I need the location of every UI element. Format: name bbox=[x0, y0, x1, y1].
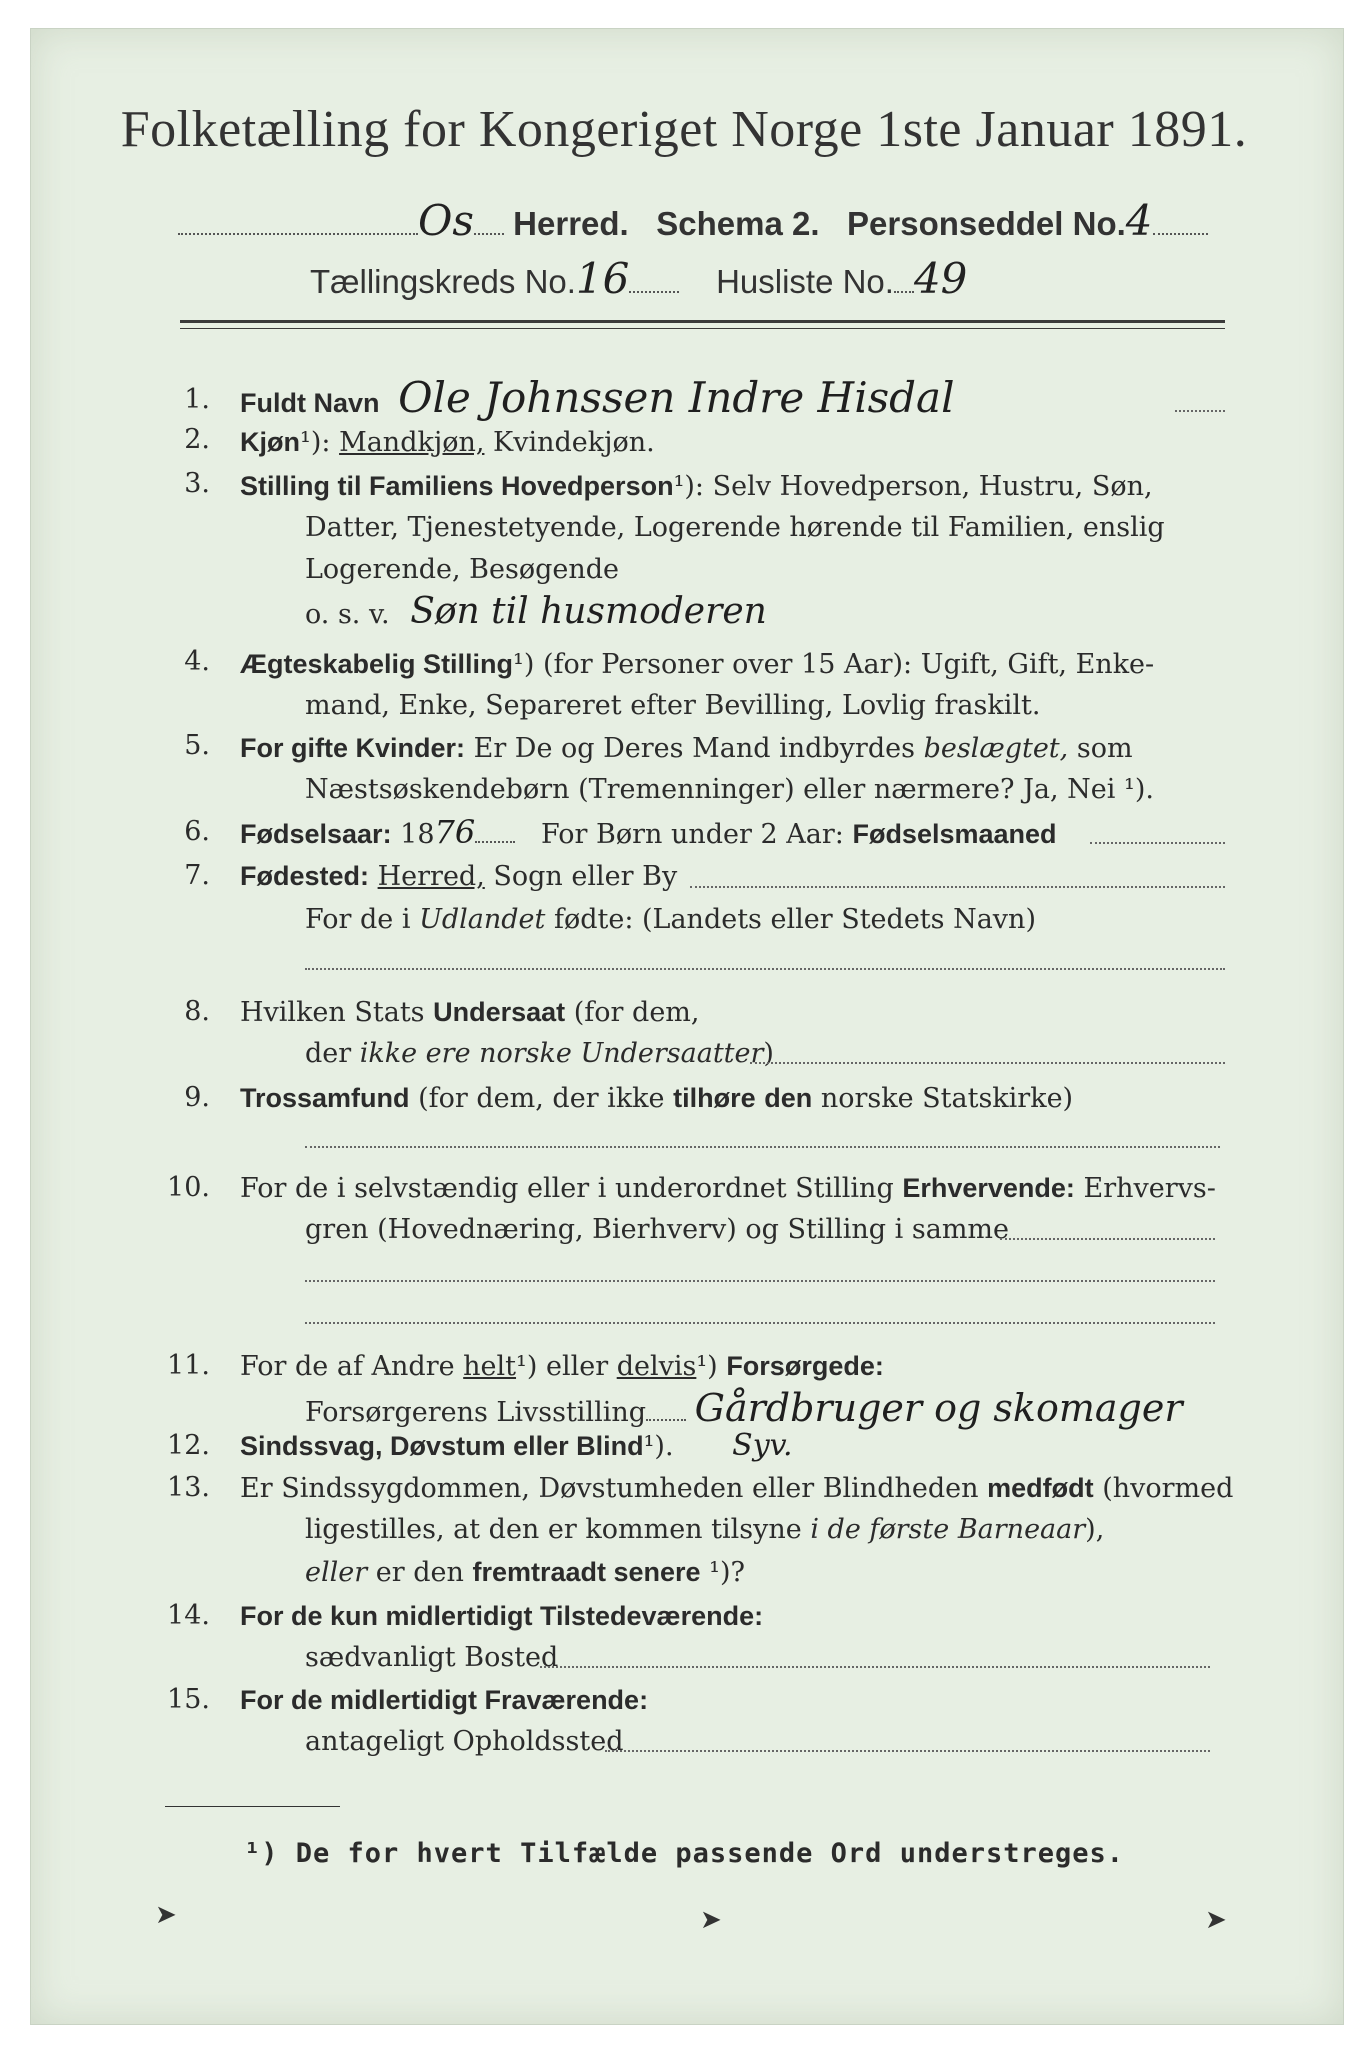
q8-b: Undersaat bbox=[433, 997, 566, 1027]
q13-c: (hvormed bbox=[1102, 1473, 1234, 1504]
item-number: 5. bbox=[184, 730, 210, 761]
item-3-position bbox=[240, 466, 1153, 507]
q10-dotline-2 bbox=[305, 1280, 1215, 1282]
q4-label: Ægteskabelig Stilling bbox=[240, 649, 514, 679]
q7-line2b: Udlandet bbox=[419, 904, 546, 935]
q8-line2c: ) bbox=[763, 1038, 774, 1069]
q6-month-label: Fødselsmaaned bbox=[852, 819, 1057, 849]
q6-label: Fødselsaar: bbox=[240, 819, 392, 849]
item-number: 10. bbox=[167, 1172, 210, 1203]
q3-osv: o. s. v. bbox=[305, 599, 390, 630]
item-4-marital bbox=[240, 644, 1154, 685]
q11-a: For de af Andre bbox=[240, 1351, 455, 1382]
q3-label: Stilling til Familiens Hovedperson bbox=[240, 471, 674, 501]
q8-line2b: ikke ere norske Undersaatter bbox=[359, 1038, 764, 1069]
husliste-value: 49 bbox=[913, 254, 968, 303]
herred-line bbox=[178, 196, 1208, 245]
item-number: 13. bbox=[167, 1472, 210, 1503]
kreds-label: Tællingskreds No. bbox=[310, 263, 576, 300]
q13-line3a: eller bbox=[305, 1557, 368, 1588]
q8-c: (for dem, bbox=[573, 997, 700, 1028]
q6-dotline bbox=[1090, 842, 1225, 844]
item-1-full-name bbox=[240, 373, 955, 424]
q11-b: ¹) eller bbox=[516, 1351, 609, 1382]
q12-value: Syv. bbox=[732, 1428, 793, 1463]
q13-line3 bbox=[305, 1552, 745, 1593]
q8-dotline bbox=[750, 1062, 1225, 1064]
q15-dotline bbox=[605, 1750, 1210, 1752]
footnote-rule bbox=[165, 1806, 340, 1807]
q11-c: ¹) bbox=[696, 1351, 718, 1382]
item-5-married-women bbox=[240, 728, 1133, 769]
q2-sup: ¹): bbox=[300, 427, 331, 458]
q14-label: For de kun midlertidigt Tilstedeværende: bbox=[240, 1601, 764, 1631]
item-number: 4. bbox=[184, 646, 210, 677]
item-12-disability bbox=[240, 1426, 793, 1467]
q13-line2c: ), bbox=[1085, 1514, 1105, 1545]
q10-a: For de i selvstændig eller i underordnet Stilling bbox=[240, 1173, 894, 1204]
q9-b: tilhøre bbox=[673, 1083, 756, 1113]
q3-line2: Datter, Tjenestetyende, Logerende hørende til Familien, enslig bbox=[305, 512, 1165, 543]
item-14-temporary-present bbox=[240, 1596, 763, 1637]
q3-line1: Selv Hovedperson, Hustru, Søn, bbox=[712, 471, 1153, 502]
q13-line3b: er den bbox=[375, 1557, 464, 1588]
q13-a: Er Sindssygdommen, Døvstumheden eller Blindheden bbox=[240, 1473, 979, 1504]
q5-line2: Næstsøskendebørn (Tremenninger) eller nærmere? Ja, Nei ¹). bbox=[305, 774, 1154, 805]
kreds-line bbox=[310, 254, 967, 303]
header-rule-thin bbox=[180, 328, 1225, 329]
q12-sup: ¹). bbox=[643, 1431, 674, 1462]
item-6-birth-year bbox=[240, 812, 1057, 855]
q3-answer-line bbox=[305, 592, 767, 635]
item-8-citizenship bbox=[240, 992, 699, 1033]
q9-d: norske Statskirke) bbox=[820, 1083, 1074, 1114]
personseddel-label: Personseddel No. bbox=[847, 205, 1126, 242]
kreds-value: 16 bbox=[575, 254, 630, 303]
schema-label: Schema 2. bbox=[656, 205, 820, 242]
item-7-birthplace bbox=[240, 856, 677, 897]
q7-rest: Sogn eller By bbox=[493, 861, 678, 892]
q7-line2c: fødte: (Landets eller Stedets Navn) bbox=[553, 904, 1036, 935]
q6-prefix: 18 bbox=[400, 819, 435, 850]
q6-value: 76 bbox=[434, 813, 476, 851]
q1-label: Fuldt Navn bbox=[240, 388, 380, 418]
q2-option-female: Kvindekjøn. bbox=[493, 427, 655, 458]
q11-delvis: delvis bbox=[616, 1351, 697, 1382]
q10-b: Erhvervende: bbox=[902, 1173, 1075, 1203]
q7-option-herred: Herred, bbox=[377, 861, 485, 892]
q10-c: Erhvervs- bbox=[1083, 1173, 1216, 1204]
q3-line3: Logerende, Besøgende bbox=[305, 554, 619, 585]
center-mark-icon: ➤ bbox=[700, 1905, 722, 1935]
item-number: 7. bbox=[184, 860, 210, 891]
corner-mark-icon: ➤ bbox=[1205, 1905, 1227, 1935]
q7-line2 bbox=[305, 900, 1036, 940]
q12-label: Sindssvag, Døvstum eller Blind bbox=[240, 1431, 644, 1461]
q11-d: Forsørgede: bbox=[726, 1351, 884, 1381]
item-9-religion bbox=[240, 1078, 1073, 1119]
q7-dotline bbox=[690, 886, 1225, 888]
item-10-occupation bbox=[240, 1168, 1216, 1209]
q13-line2a: ligestilles, at den er kommen tilsyne bbox=[305, 1514, 802, 1545]
item-number: 2. bbox=[184, 424, 210, 455]
item-number: 14. bbox=[167, 1600, 210, 1631]
item-number: 1. bbox=[184, 384, 210, 415]
herred-value: Os bbox=[418, 196, 474, 245]
q14-dotline bbox=[540, 1666, 1210, 1668]
item-number: 3. bbox=[184, 468, 210, 499]
herred-label: Herred. bbox=[513, 205, 629, 242]
item-2-sex bbox=[240, 422, 655, 463]
q10-dotline-3 bbox=[305, 1322, 1215, 1324]
q7-answer-dotline bbox=[305, 968, 1225, 970]
item-number: 6. bbox=[184, 816, 210, 847]
q11-helt: helt bbox=[463, 1351, 517, 1382]
corner-mark-icon: ➤ bbox=[155, 1900, 177, 1930]
husliste-label: Husliste No. bbox=[716, 263, 894, 300]
q13-line3c: fremtraadt senere bbox=[472, 1557, 701, 1587]
item-number: 8. bbox=[184, 996, 210, 1027]
q10-dotline-1 bbox=[1000, 1238, 1215, 1240]
item-number: 9. bbox=[184, 1082, 210, 1113]
personseddel-value: 4 bbox=[1125, 196, 1153, 245]
item-15-temporary-absent bbox=[240, 1680, 648, 1721]
item-number: 15. bbox=[167, 1684, 210, 1715]
q13-line2b: i de første Barneaar bbox=[810, 1514, 1086, 1545]
q9-label: Trossamfund bbox=[240, 1083, 410, 1113]
q5-label: For gifte Kvinder: bbox=[240, 733, 466, 763]
q9-a: (for dem, der ikke bbox=[418, 1083, 665, 1114]
q3-value: Søn til husmoderen bbox=[410, 591, 767, 632]
q5-line1b: beslægtet, bbox=[923, 733, 1069, 764]
q2-label: Kjøn bbox=[240, 427, 300, 457]
q5-line1a: Er De og Deres Mand indbyrdes bbox=[473, 733, 915, 764]
form-title: Folketælling for Kongeriget Norge 1ste Januar 1891. bbox=[120, 101, 1248, 158]
q15-line2: antageligt Opholdssted bbox=[305, 1726, 624, 1757]
q13-line3d: ¹)? bbox=[709, 1557, 745, 1588]
q13-line2 bbox=[305, 1510, 1104, 1550]
q5-line1c: som bbox=[1076, 733, 1133, 764]
q15-label: For de midlertidigt Fraværende: bbox=[240, 1685, 649, 1715]
q8-line2a: der bbox=[305, 1038, 352, 1069]
q8-a: Hvilken Stats bbox=[240, 997, 425, 1028]
q7-label: Fødested: bbox=[240, 861, 370, 891]
item-11-supported bbox=[240, 1346, 884, 1387]
item-number: 12. bbox=[167, 1430, 210, 1461]
q13-b: medfødt bbox=[987, 1473, 1094, 1503]
q3-sup: ¹): bbox=[673, 471, 705, 502]
q10-line2: gren (Hovednæring, Bierhverv) og Stilling i samme bbox=[305, 1214, 1010, 1245]
q2-option-male: Mandkjøn, bbox=[339, 427, 485, 458]
q11-value: Gårdbruger og skomager bbox=[694, 1386, 1183, 1430]
q14-line2: sædvanligt Bosted bbox=[305, 1642, 559, 1673]
q11-line2-label: Forsørgerens Livsstilling bbox=[305, 1397, 647, 1428]
q1-value: Ole Johnssen Indre Hisdal bbox=[398, 373, 955, 422]
item-13-congenital bbox=[240, 1468, 1233, 1509]
q4-line1: ¹) (for Personer over 15 Aar): Ugift, Gift, Enke- bbox=[513, 649, 1155, 680]
q8-line2 bbox=[305, 1034, 774, 1074]
q7-line2a: For de i bbox=[305, 904, 411, 935]
item-number: 11. bbox=[167, 1350, 210, 1381]
header-rule-thick bbox=[180, 320, 1225, 323]
q4-line2: mand, Enke, Separeret efter Bevilling, Lovlig fraskilt. bbox=[305, 690, 1041, 721]
footnote: ¹) De for hvert Tilfælde passende Ord understreges. bbox=[243, 1838, 1125, 1869]
q9-c: den bbox=[764, 1083, 813, 1113]
q9-dotline bbox=[305, 1146, 1220, 1148]
q6-child-label: For Børn under 2 Aar: bbox=[540, 819, 844, 850]
q1-dotline bbox=[1175, 410, 1225, 412]
